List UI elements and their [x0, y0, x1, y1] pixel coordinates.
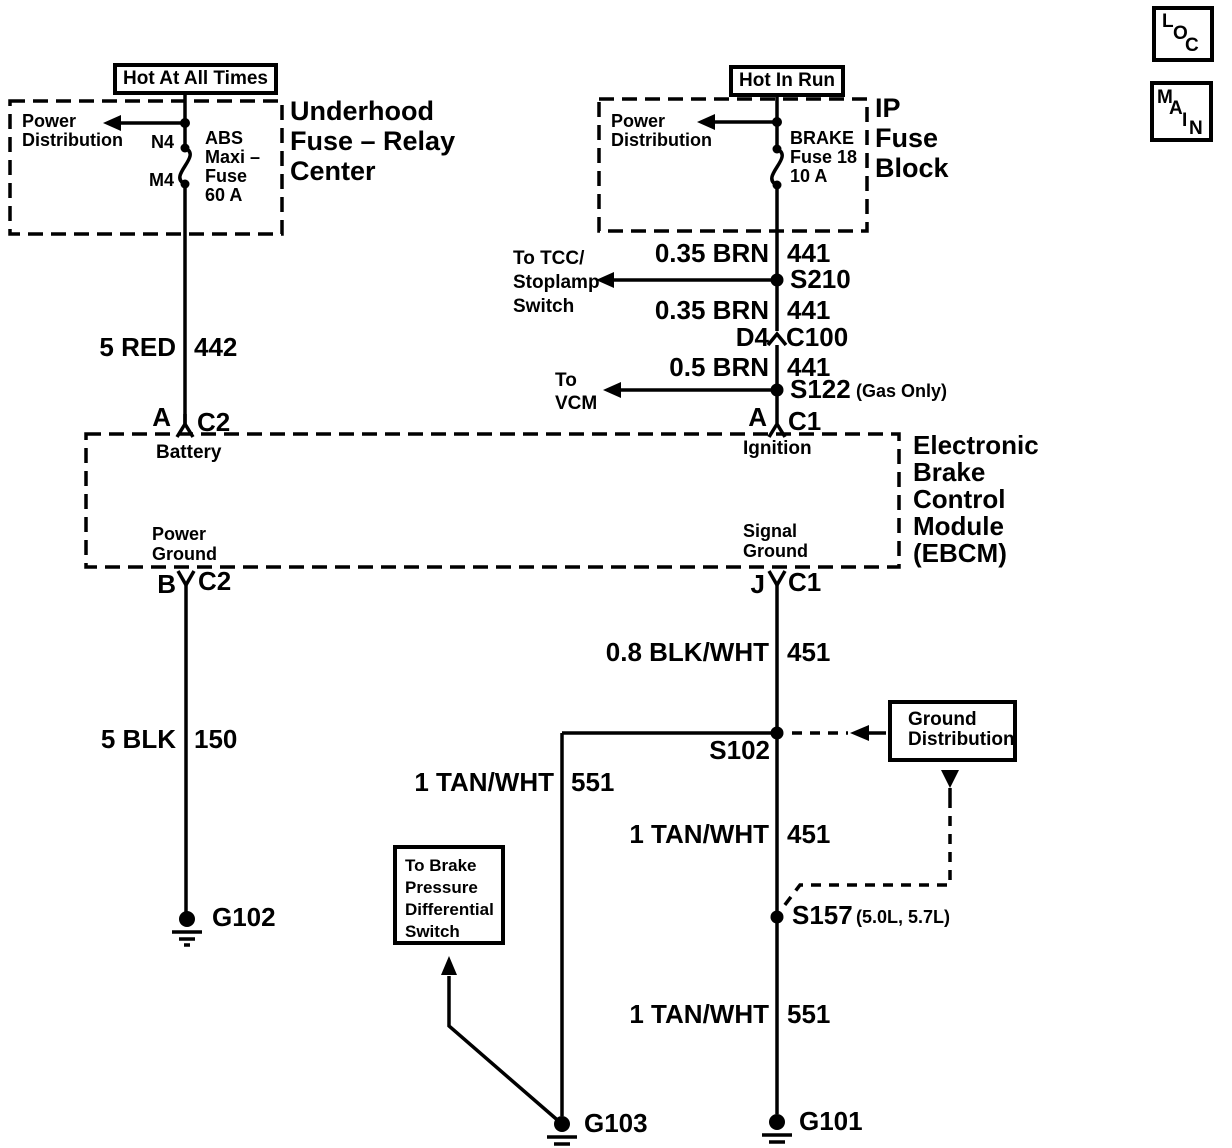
wire-label-color: 1 TAN/WHT	[414, 767, 554, 797]
brake-fuse-top-terminal-dot	[773, 145, 782, 154]
title-line: Control	[913, 484, 1006, 514]
brake-pressure-switch-label	[405, 855, 494, 943]
wire-label-circuit: 150	[194, 724, 238, 754]
loc-letter: C	[1185, 35, 1199, 56]
wire-label-color: 0.35 BRN	[654, 295, 769, 325]
label-line: Signal	[743, 521, 798, 541]
abs-fuse-top-terminal-dot	[181, 144, 190, 153]
label-line: To	[555, 370, 577, 391]
label-line: Switch	[513, 296, 575, 317]
wire-label-circuit: 442	[194, 332, 238, 362]
title-line: Block	[875, 153, 949, 183]
ground-g103-dot	[554, 1116, 570, 1132]
label-line: VCM	[555, 393, 598, 414]
loc-tag-box	[1152, 6, 1214, 62]
brake-fuse-label	[790, 129, 857, 186]
connector-c1-j-symbol	[769, 571, 785, 585]
hot-at-all-times-label: Hot At All Times	[113, 63, 278, 95]
main-letter: N	[1189, 118, 1203, 139]
ground-g102-dot	[179, 911, 195, 927]
label-line: Maxi –	[205, 147, 261, 167]
ground-distribution-box	[888, 700, 1017, 762]
connector-name: C100	[786, 322, 849, 352]
splice-label-s157: S157	[792, 900, 853, 930]
label-line: To Brake	[405, 856, 477, 875]
splice-dot-s210	[771, 274, 784, 287]
wire-label-color: 0.5 BRN	[669, 352, 769, 382]
connector-pin: A	[748, 402, 767, 432]
label-line: BRAKE	[790, 128, 855, 148]
wire-label-color: 5 BLK	[100, 724, 176, 754]
title-line: Brake	[913, 457, 986, 487]
title-line: IP	[875, 93, 901, 123]
label-line: Differential	[405, 900, 494, 919]
wire-label-circuit: 441	[787, 295, 831, 325]
title-line: Electronic	[913, 430, 1039, 460]
splice-note-s157: (5.0L, 5.7L)	[856, 907, 951, 927]
label-line: Distribution	[22, 130, 123, 150]
label-line: Switch	[405, 922, 460, 941]
label-line: Power	[611, 111, 666, 131]
label-line: Power	[152, 524, 207, 544]
fuse-pin-n4: N4	[150, 132, 174, 152]
wire-label-color: 0.35 BRN	[654, 238, 769, 268]
underhood-box-title	[290, 96, 455, 186]
main-tag-box	[1150, 81, 1213, 142]
wire-label-circuit: 551	[571, 767, 615, 797]
ground-label-g101: G101	[799, 1106, 863, 1136]
splice-note-s122: (Gas Only)	[856, 381, 948, 401]
main-letter: M	[1157, 87, 1173, 108]
label-line: 10 A	[790, 166, 828, 186]
ground-dist-down-arrowhead	[941, 770, 959, 788]
fuse-pin-m4: M4	[148, 170, 174, 190]
ip-box-title	[875, 93, 949, 183]
splice-label-s210: S210	[790, 264, 851, 294]
wire-label-color: 1 TAN/WHT	[629, 819, 769, 849]
tcc-reference-label	[513, 247, 600, 319]
splice-dot-s157	[771, 911, 784, 924]
underhood-power-distribution-label	[22, 112, 123, 150]
connector-c1-a-symbol	[769, 390, 785, 437]
connector-name: C1	[788, 406, 822, 436]
loc-letter: L	[1162, 11, 1174, 32]
brake-switch-arrowhead	[441, 956, 457, 975]
hot-in-run-label: Hot In Run	[729, 65, 845, 97]
title-line: Module	[913, 511, 1004, 541]
connector-name: C2	[198, 566, 232, 596]
title-line: (EBCM)	[913, 538, 1007, 568]
splice-label-s122: S122	[790, 374, 851, 404]
label-line: Stoplamp	[513, 272, 600, 293]
wire-label-circuit: 451	[787, 819, 831, 849]
label-line: 60 A	[205, 185, 243, 205]
splice-dot-s122	[771, 384, 784, 397]
label-line: Ground	[908, 709, 977, 730]
label-line: Power	[22, 111, 77, 131]
ground-g102-hatch	[172, 932, 202, 945]
title-line: Center	[290, 156, 376, 186]
abs-maxi-fuse-symbol	[180, 148, 190, 184]
connector-name: C2	[197, 407, 231, 437]
main-letter: I	[1182, 110, 1188, 131]
brake-pressure-switch-box	[393, 845, 505, 945]
wire-label-circuit: 441	[787, 352, 831, 382]
ip-power-distribution-label	[611, 112, 712, 150]
connector-name: C1	[788, 567, 822, 597]
ground-label-g103: G103	[584, 1108, 648, 1138]
ebcm-title	[913, 432, 1039, 567]
underhood-junction-dot	[180, 118, 190, 128]
label-line: Pressure	[405, 878, 478, 897]
ebcm-battery-label: Battery	[156, 442, 222, 463]
brake-fuse-symbol	[772, 149, 782, 185]
label-line: To TCC/	[513, 248, 585, 269]
label-line: Fuse 18	[790, 147, 858, 167]
splice-dot-s102	[771, 727, 784, 740]
label-line: Fuse	[205, 166, 248, 186]
title-line: Fuse	[875, 123, 939, 153]
abs-fuse-bottom-terminal-dot	[181, 180, 190, 189]
ground-g101-hatch	[762, 1135, 792, 1142]
vcm-reference-label	[555, 369, 597, 415]
ground-distribution-label	[908, 710, 1015, 750]
brake-fuse-bottom-terminal-dot	[773, 181, 782, 190]
ebcm-power-ground-label	[152, 524, 217, 564]
abs-maxi-fuse-label	[205, 129, 260, 205]
splice-label-s102: S102	[709, 735, 770, 765]
wire-label-circuit: 551	[787, 999, 831, 1029]
connector-pin: J	[750, 569, 765, 599]
title-line: Underhood	[290, 96, 434, 126]
connector-c2-b-symbol	[178, 571, 194, 585]
connector-pin: D4	[735, 322, 769, 352]
ground-dist-arrowhead	[850, 725, 869, 741]
label-line: Ground	[743, 541, 808, 561]
wire-label-color: 5 RED	[99, 332, 176, 362]
connector-pin: A	[152, 402, 171, 432]
wire-label-circuit: 441	[787, 238, 831, 268]
brake-switch-line	[449, 976, 562, 1124]
main-letter: A	[1169, 98, 1183, 119]
connector-pin: B	[157, 569, 176, 599]
ebcm-ignition-label: Ignition	[743, 438, 812, 459]
loc-letter: O	[1173, 23, 1188, 44]
ip-junction-dot	[772, 117, 782, 127]
label-line: Distribution	[611, 130, 712, 150]
connector-c100-symbol	[768, 334, 786, 345]
wire-label-color: 0.8 BLK/WHT	[605, 637, 769, 667]
title-line: Fuse – Relay	[290, 126, 456, 156]
ground-g101-dot	[769, 1114, 785, 1130]
ground-dist-to-s157-dashed	[784, 798, 950, 906]
wire-label-circuit: 451	[787, 637, 831, 667]
label-line: Ground	[152, 544, 217, 564]
wire-label-color: 1 TAN/WHT	[629, 999, 769, 1029]
ground-label-g102: G102	[212, 902, 276, 932]
label-line: Distribution	[908, 729, 1015, 750]
vcm-arrowhead	[603, 382, 621, 398]
ground-g103-hatch	[547, 1137, 577, 1144]
ebcm-signal-ground-label	[743, 521, 808, 561]
label-line: ABS	[205, 128, 244, 148]
